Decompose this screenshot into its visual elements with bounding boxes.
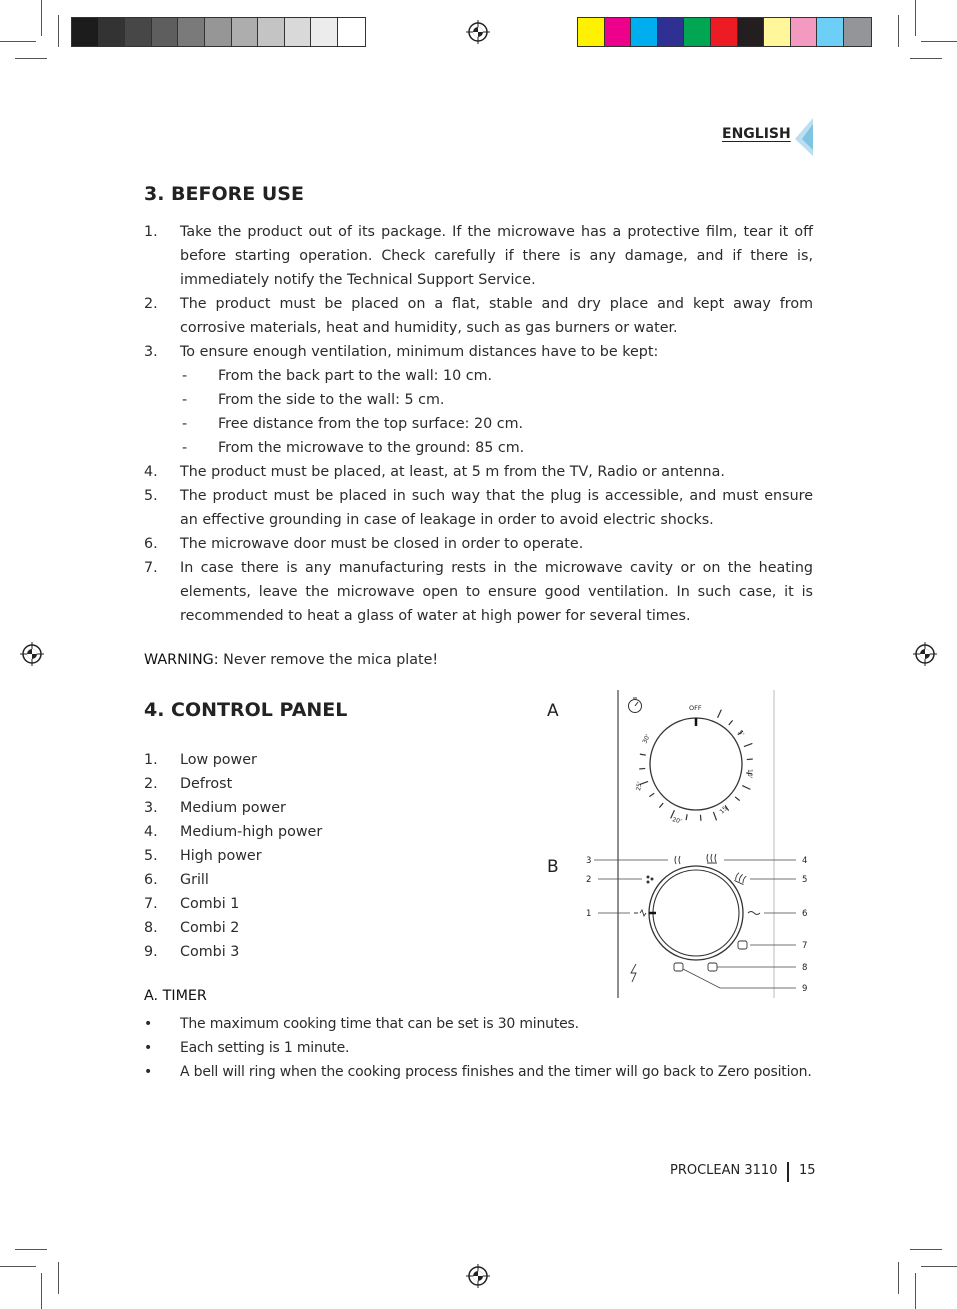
combi-2-icon <box>708 963 717 971</box>
timer-tick-label: 15' <box>718 803 730 816</box>
item-number: 5. <box>144 848 158 864</box>
item-number: 2. <box>144 776 158 792</box>
grill-icon <box>748 912 760 915</box>
registration-mark-icon <box>20 642 44 666</box>
list-item <box>144 868 322 892</box>
item-number: 2. <box>144 296 158 312</box>
list-item <box>144 292 813 340</box>
warning-note <box>144 652 438 668</box>
callout-number: 9 <box>802 984 808 994</box>
item-text: Combi 1 <box>180 896 240 912</box>
sub-item-text: From the back part to the wall: 10 cm. <box>218 368 493 384</box>
crop-mark <box>58 1262 59 1294</box>
timer-tick-label: 20' <box>671 816 683 826</box>
item-text: Take the product out of its package. If the microwave has a protective film, tear it off before starting operation. Check carefully if there is any damage, and if there is, immediately notify the Technical Support Service. <box>180 224 813 288</box>
color-swatch <box>764 18 791 46</box>
timer-off-label: OFF <box>689 704 702 712</box>
dash: - <box>182 368 188 384</box>
bullet-item <box>144 1036 812 1060</box>
callout-number: 5 <box>802 875 808 885</box>
bullet-mark: • <box>144 1040 153 1056</box>
bullet-text: Each setting is 1 minute. <box>180 1040 350 1056</box>
color-swatch <box>738 18 765 46</box>
color-swatch <box>817 18 844 46</box>
dash: - <box>182 416 188 432</box>
timer-tick-label: 30' <box>641 733 652 745</box>
item-number: 1. <box>144 752 158 768</box>
footer-model-name: PROCLEAN 3110 <box>670 1163 778 1178</box>
item-number: 6. <box>144 872 158 888</box>
crop-mark <box>910 1249 942 1250</box>
callout-number: 2 <box>586 875 592 885</box>
color-swatch <box>99 18 126 46</box>
language-label: ENGLISH <box>722 126 791 142</box>
color-swatch <box>338 18 365 46</box>
bullet-mark: • <box>144 1064 153 1080</box>
bullet-mark: • <box>144 1016 153 1032</box>
dash: - <box>182 392 188 408</box>
item-text: Combi 3 <box>180 944 240 960</box>
item-text: The product must be placed, at least, at 5 m from the TV, Radio or antenna. <box>180 464 725 480</box>
section-before-use-title: 3. BEFORE USE <box>144 183 304 205</box>
item-text: The product must be placed in such way that the plug is accessible, and must ensure an effective grounding in case of leakage in order to avoid electric shocks. <box>180 488 813 528</box>
timer-tick-label: 25' <box>635 780 644 792</box>
diagram-label-a: A <box>547 701 559 721</box>
callout-number: 4 <box>802 856 808 866</box>
color-swatch <box>605 18 632 46</box>
item-number: 7. <box>144 896 158 912</box>
item-number: 9. <box>144 944 158 960</box>
crop-mark <box>921 41 957 42</box>
item-text: The microwave door must be closed in order to operate. <box>180 536 584 552</box>
crop-mark <box>15 1249 47 1250</box>
color-swatch <box>258 18 285 46</box>
callout-number: 6 <box>802 909 808 919</box>
item-number: 3. <box>144 344 158 360</box>
color-swatch <box>578 18 605 46</box>
timer-tick <box>713 812 716 820</box>
list-item <box>144 892 322 916</box>
list-item <box>144 748 322 772</box>
item-text: In case there is any manufacturing rests in the microwave cavity or on the heating elements, leave the microwave open to ensure good ventilation. In such case, it is recommended to heat a glass of water at high power for several times. <box>180 560 813 624</box>
color-swatch <box>658 18 685 46</box>
list-item <box>144 460 813 484</box>
bullet-item <box>144 1012 812 1036</box>
item-text: The product must be placed on a flat, stable and dry place and kept away from corrosive materials, heat and humidity, such as gas burners or water. <box>180 296 813 336</box>
timer-tick <box>729 720 733 725</box>
callout-number: 8 <box>802 963 808 973</box>
timer-subtitle: A. TIMER <box>144 988 207 1004</box>
defrost-icon <box>647 876 654 884</box>
color-swatch <box>684 18 711 46</box>
list-item <box>144 484 813 532</box>
power-knob <box>653 870 739 956</box>
color-swatch <box>844 18 871 46</box>
before-use-list <box>144 220 813 628</box>
item-text: To ensure enough ventilation, minimum distances have to be kept: <box>180 344 659 360</box>
item-text: Combi 2 <box>180 920 240 936</box>
list-item <box>144 220 813 292</box>
power-knob-outer <box>649 866 743 960</box>
sub-item-text: From the microwave to the ground: 85 cm. <box>218 440 525 456</box>
bullet-text: The maximum cooking time that can be set is 30 minutes. <box>180 1016 579 1032</box>
timer-tick-ring <box>639 710 753 821</box>
power-lightning-icon <box>631 964 636 982</box>
color-swatch <box>711 18 738 46</box>
timer-tick <box>742 786 750 790</box>
list-item <box>144 772 322 796</box>
timer-tick-label: 5' <box>736 729 746 738</box>
timer-tick-label: 10' <box>746 769 753 779</box>
timer-tick <box>686 814 687 820</box>
item-text: Medium-high power <box>180 824 323 840</box>
crop-mark <box>58 15 59 47</box>
item-text: Defrost <box>180 776 233 792</box>
medium-power-icon <box>675 856 680 864</box>
color-swatch-strip <box>577 17 872 47</box>
timer-bullet-list <box>144 1012 812 1084</box>
list-item <box>144 796 322 820</box>
diagram-label-b: B <box>547 857 559 877</box>
timer-tick <box>735 797 740 801</box>
section-control-panel-title: 4. CONTROL PANEL <box>144 699 348 721</box>
list-item <box>144 916 322 940</box>
crop-mark <box>915 0 916 36</box>
sub-item-text: From the side to the wall: 5 cm. <box>218 392 445 408</box>
color-swatch <box>178 18 205 46</box>
list-item <box>144 556 813 628</box>
sub-list-item <box>144 412 813 436</box>
color-swatch <box>285 18 312 46</box>
sub-list-item <box>144 364 813 388</box>
control-panel-list <box>144 748 322 964</box>
warning-label: WARNING: <box>144 652 219 668</box>
crop-mark <box>15 58 47 59</box>
callout-line <box>683 969 796 988</box>
sub-item-text: Free distance from the top surface: 20 cm. <box>218 416 524 432</box>
high-power-icon <box>734 872 747 884</box>
color-swatch <box>205 18 232 46</box>
item-number: 8. <box>144 920 158 936</box>
registration-mark-icon <box>913 642 937 666</box>
low-power-icon <box>634 910 646 916</box>
timer-tick <box>639 768 645 769</box>
item-number: 5. <box>144 488 158 504</box>
sub-list-item <box>144 388 813 412</box>
color-swatch <box>72 18 99 46</box>
timer-tick <box>744 743 752 746</box>
crop-mark <box>0 41 36 42</box>
item-number: 3. <box>144 800 158 816</box>
dash: - <box>182 440 188 456</box>
list-item <box>144 940 322 964</box>
timer-clock-icon <box>629 698 642 713</box>
crop-mark <box>915 1273 916 1309</box>
timer-tick <box>659 803 663 808</box>
item-number: 1. <box>144 224 158 240</box>
timer-tick <box>747 759 753 760</box>
crop-mark <box>41 0 42 36</box>
callout-number: 7 <box>802 941 808 951</box>
registration-mark-icon <box>466 20 490 44</box>
item-number: 4. <box>144 464 158 480</box>
callout-number: 1 <box>586 909 592 919</box>
gray-swatch-strip <box>71 17 366 47</box>
color-swatch <box>631 18 658 46</box>
crop-mark <box>41 1273 42 1309</box>
medium-high-power-icon <box>707 854 717 863</box>
timer-tick <box>700 815 701 821</box>
crop-mark <box>898 1262 899 1294</box>
item-text: Low power <box>180 752 257 768</box>
warning-text: Never remove the mica plate! <box>218 652 439 668</box>
item-text: High power <box>180 848 262 864</box>
footer-divider <box>787 1162 789 1182</box>
color-swatch <box>311 18 338 46</box>
combi-3-icon <box>674 963 683 971</box>
list-item <box>144 532 813 556</box>
item-number: 6. <box>144 536 158 552</box>
item-number: 7. <box>144 560 158 576</box>
sub-list-item <box>144 436 813 460</box>
bullet-item <box>144 1060 812 1084</box>
control-panel-diagram <box>560 686 820 1002</box>
color-swatch <box>152 18 179 46</box>
item-text: Grill <box>180 872 209 888</box>
list-item <box>144 844 322 868</box>
color-swatch <box>791 18 818 46</box>
timer-tick <box>649 793 654 796</box>
list-item <box>144 340 813 364</box>
item-number: 4. <box>144 824 158 840</box>
callout-number: 3 <box>586 856 592 866</box>
item-text: Medium power <box>180 800 286 816</box>
timer-knob <box>650 718 742 810</box>
timer-tick <box>640 754 646 755</box>
crop-mark <box>910 58 942 59</box>
list-item <box>144 820 322 844</box>
color-swatch <box>125 18 152 46</box>
page-number: 15 <box>799 1163 816 1178</box>
crop-mark <box>0 1266 36 1267</box>
crop-mark <box>921 1266 957 1267</box>
combi-1-icon <box>738 941 747 949</box>
registration-mark-icon <box>466 1264 490 1288</box>
crop-mark <box>898 15 899 47</box>
timer-tick <box>718 710 722 718</box>
language-tab-icon <box>793 118 815 156</box>
color-swatch <box>232 18 259 46</box>
bullet-text: A bell will ring when the cooking process finishes and the timer will go back to Zero position. <box>180 1064 812 1080</box>
